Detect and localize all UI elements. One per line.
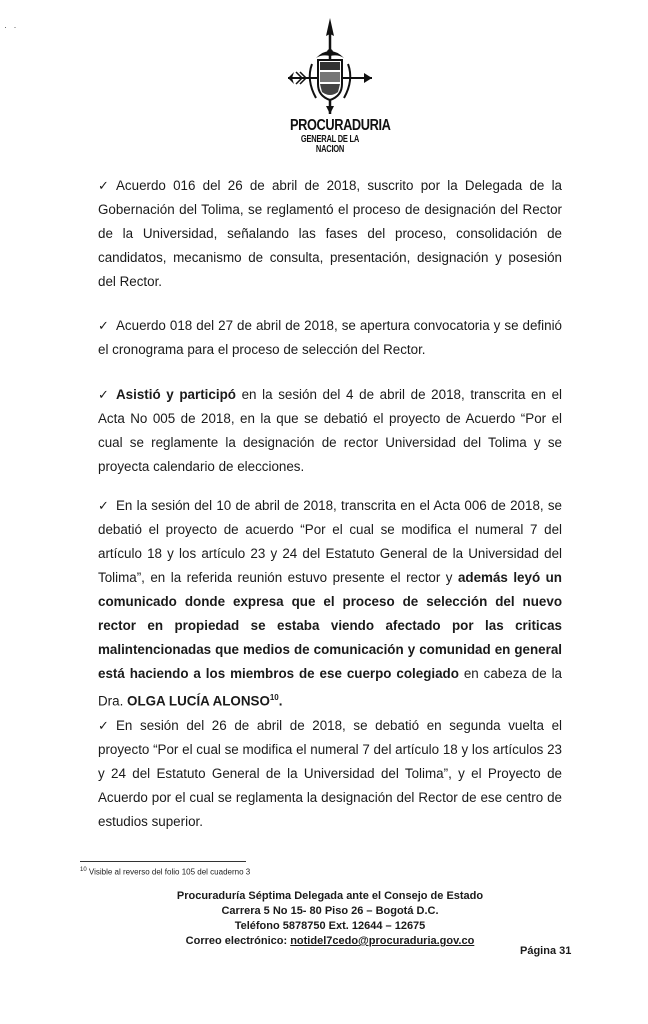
paragraph-period: .: [278, 693, 283, 709]
footer-email-link[interactable]: notidel7cedo@procuraduria.gov.co: [290, 935, 475, 947]
paragraph-bold-text: además leyó un comunicado donde expresa que el proceso de selección del nuevo rector en propiedad se estaba viendo afectado por las criticas malintencionadas que medios de comunicación y comunidad en general está haciendo a los miembros de ese cuerpo colegiado: [98, 570, 562, 681]
footer-email-line: [130, 934, 530, 949]
bullet-paragraph: [98, 494, 562, 713]
footnote-number: 10: [80, 867, 87, 873]
paragraph-text: Acuerdo 018 del 27 de abril de 2018, se apertura convocatoria y se definió el cronograma para el proceso de selección del Rector.: [98, 318, 562, 357]
footer-office: Procuraduría Séptima Delegada ante el Consejo de Estado: [176, 890, 484, 902]
bullet-paragraph: [98, 383, 562, 479]
paragraph-text: En sesión del 26 de abril de 2018, se debatió en segunda vuelta el proyecto “Por el cual se modifica el numeral 7 del artículo 18 y los artículos 23 y 24 del Estatuto General de la Universidad del Tolima”, y el Proyecto de Acuerdo por el cual se reglamenta la designación del Rector de ese centro de estudios superior.: [98, 718, 562, 829]
footnote-text: Visible al reverso del folio 105 del cuaderno 3: [86, 867, 251, 877]
paragraph-bold-lead: Asistió y participó: [116, 387, 236, 402]
paragraph-text: en cabeza de la Dra.: [98, 666, 563, 709]
checkmark-icon: ✓: [98, 178, 109, 193]
brand-name: PROCURADURIA: [290, 117, 391, 134]
bullet-paragraph: [98, 314, 562, 362]
checkmark-icon: ✓: [98, 318, 109, 333]
coat-of-arms-icon: [280, 14, 380, 122]
bullet-paragraph: [98, 174, 562, 294]
paragraph-text: en la sesión del 4 de abril de 2018, transcrita en el Acta No 005 de 2018, en la que se debatió el proyecto de Acuerdo “Por el cual se reglamente la designación de rector Universidad del Tolima y se proyecta calendario de elecciones.: [98, 387, 562, 474]
page-number: Página 31: [520, 945, 572, 957]
footer-email-label: Correo electrónico:: [185, 935, 291, 947]
procuraduria-logo: [280, 14, 391, 155]
checkmark-icon: ✓: [98, 387, 109, 402]
checkmark-icon: ✓: [98, 498, 109, 513]
person-name: OLGA LUCÍA ALONSO: [127, 693, 270, 709]
paragraph-text: Acuerdo 016 del 26 de abril de 2018, suscrito por la Delegada de la Gobernación del Tolima, se reglamentó el proceso de designación del Rector de la Universidad, señalando las fases del proceso, consolidación de candidatos, mecanismo de consulta, presentación, designación y posesión del Rector.: [98, 178, 562, 289]
footer-address: Carrera 5 No 15- 80 Piso 26 – Bogotá D.C.: [221, 905, 439, 917]
footnote-ref: 10: [269, 693, 279, 702]
page-footer: [130, 889, 530, 949]
bullet-paragraph: [98, 714, 562, 834]
brand-subtitle: GENERAL DE LA NACION: [300, 134, 360, 155]
footnote-divider: [80, 861, 246, 862]
footnote: [80, 867, 250, 877]
scan-mark: · ·: [4, 22, 19, 32]
paragraph-text: En la sesión del 10 de abril de 2018, transcrita en el Acta 006 de 2018, se debatió el proyecto de acuerdo “Por el cual se modifica el numeral 7 del artículo 18 y los artículo 23 y 24 del Estatuto General de la Universidad del Tolima”, en la referida reunión estuvo presente el rector y: [98, 498, 562, 585]
footer-phone: Teléfono 5878750 Ext. 12644 – 12675: [234, 920, 426, 932]
checkmark-icon: ✓: [98, 718, 109, 733]
